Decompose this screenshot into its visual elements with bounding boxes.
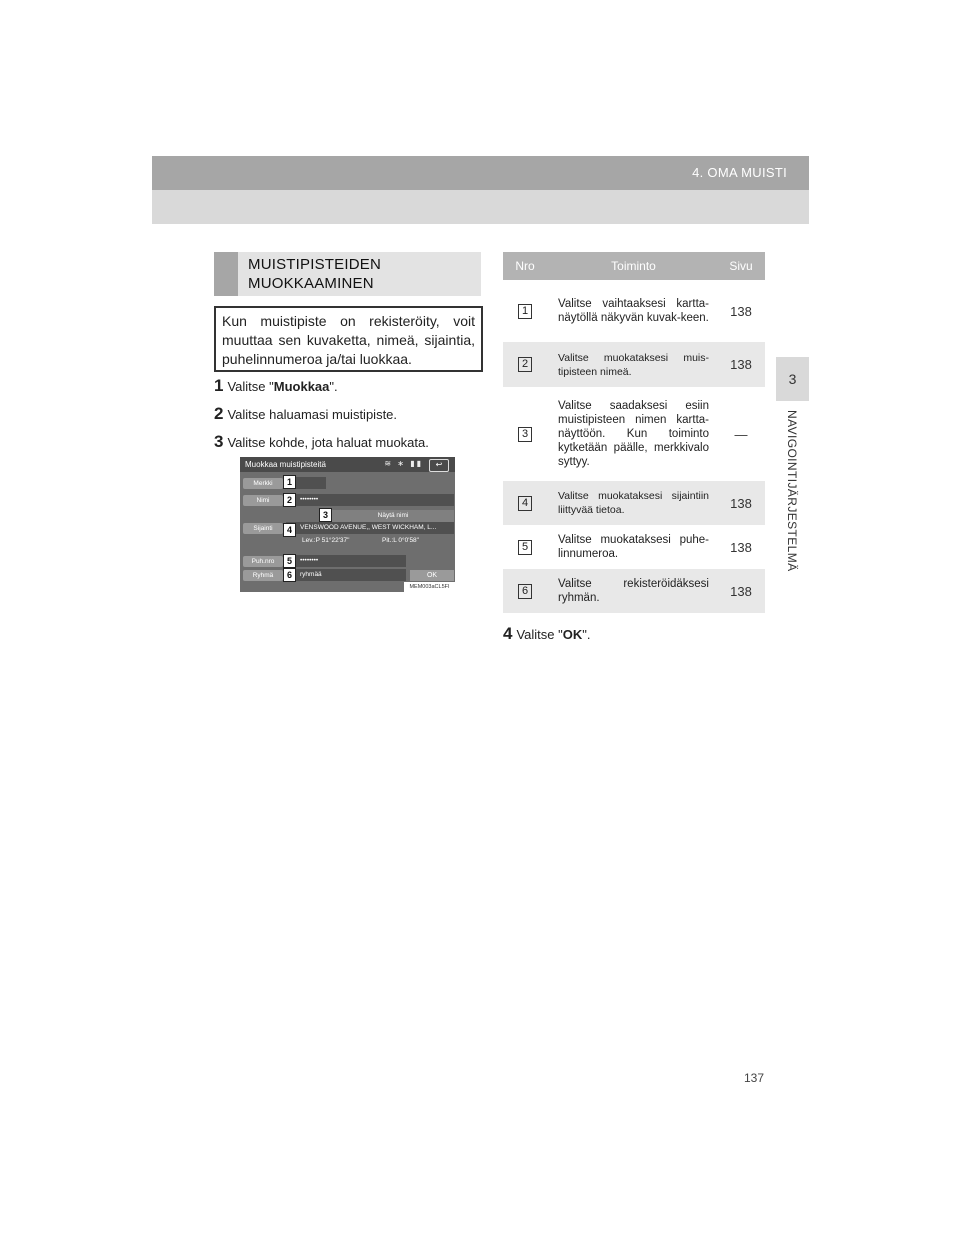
section-title-line2: MUOKKAAMINEN — [248, 275, 374, 292]
table-row — [503, 525, 765, 569]
step-number: 1 — [214, 376, 224, 395]
phone-field[interactable]: •••••••• — [286, 555, 406, 567]
row-page: 138 — [730, 303, 752, 319]
callout-6: 6 — [283, 568, 296, 582]
step-suffix: ". — [582, 627, 591, 642]
table-row — [503, 569, 765, 613]
header-subbar — [152, 190, 809, 224]
image-code: MEM003aCL5FI — [404, 582, 455, 592]
header-toiminto: Toiminto — [611, 259, 656, 273]
row-number: 4 — [518, 496, 532, 511]
step-text: Valitse " — [516, 627, 563, 642]
row-page: 138 — [730, 539, 752, 555]
screen-illustration — [240, 457, 455, 592]
group-field[interactable]: ryhmää — [286, 569, 406, 581]
screen-title: Muokkaa muistipisteitä — [245, 460, 326, 469]
section-title-line1: MUISTIPISTEIDEN — [248, 256, 382, 273]
row-page: 138 — [730, 495, 752, 511]
row-text: Valitse rekisteröidäksesi ryhmän. — [558, 578, 709, 604]
status-icons: ≋ ∗ ▮▮ — [384, 459, 423, 468]
header-bar — [152, 156, 809, 190]
step-text: Valitse " — [227, 379, 274, 394]
callout-1: 1 — [283, 475, 296, 489]
step-number: 3 — [214, 432, 224, 451]
nimi-button[interactable]: Nimi — [243, 495, 283, 506]
step-text: Valitse kohde, jota haluat muokata. — [227, 435, 429, 450]
sijainti-button[interactable]: Sijainti — [243, 523, 283, 534]
callout-4: 4 — [283, 523, 296, 537]
step-text: Valitse haluamasi muistipiste. — [227, 407, 398, 422]
side-label-text: NAVIGOINTIJÄRJESTELMÄ — [785, 410, 799, 572]
row-text: Valitse vaihtaaksesi kartta-näytöllä näkyvän kuvak-keen. — [558, 298, 709, 324]
step-1 — [214, 376, 338, 396]
back-icon[interactable]: ↩ — [429, 459, 449, 472]
row-number: 2 — [518, 357, 532, 372]
step-3 — [214, 432, 429, 452]
header-nro: Nro — [515, 259, 535, 273]
row-number: 3 — [518, 427, 532, 442]
puh-button[interactable]: Puh.nro — [243, 556, 283, 567]
callout-5: 5 — [283, 554, 296, 568]
ok-button[interactable]: OK — [410, 570, 454, 581]
row-page: — — [734, 426, 748, 442]
page-number: 137 — [744, 1071, 765, 1085]
section-title — [248, 255, 381, 293]
row-number: 1 — [518, 304, 532, 319]
header-sivu: Sivu — [729, 259, 753, 273]
step-bold: Muokkaa — [273, 379, 330, 394]
row-page: 138 — [730, 357, 752, 372]
step-2 — [214, 404, 397, 424]
table-row — [503, 280, 765, 342]
intro-text: Kun muistipiste on rekisteröity, voit muuttaa sen kuvaketta, nimeä, sijaintia, puhelinnumeroa ja/tai luokkaa. — [214, 306, 483, 372]
name-field[interactable]: •••••••• — [286, 494, 454, 506]
longitude: Pit.:L 0°0'58" — [382, 537, 419, 544]
table-row — [503, 481, 765, 525]
row-number: 6 — [518, 584, 532, 599]
step-bold: OK — [562, 627, 583, 642]
row-page: 138 — [730, 583, 752, 599]
row-text: Valitse muokataksesi puhe-linnumeroa. — [558, 534, 709, 560]
chapter-tab[interactable]: 3 — [776, 357, 809, 401]
latitude: Lev.:P 51°22'37" — [302, 537, 350, 544]
section-heading-bar — [214, 252, 238, 296]
row-number: 5 — [518, 540, 532, 555]
step-suffix: ". — [329, 379, 338, 394]
callout-2: 2 — [283, 493, 296, 507]
ryhma-button[interactable]: Ryhmä — [243, 570, 283, 581]
address-field[interactable]: VENSWOOD AVENUE,, WEST WICKHAM, L... — [286, 522, 454, 534]
merkki-button[interactable]: Merkki — [243, 478, 283, 489]
row-text: Valitse muokataksesi sijaintiin liittyvää tietoa. — [558, 490, 709, 516]
show-name-button[interactable]: Näytä nimi — [332, 510, 454, 522]
table-row — [503, 342, 765, 387]
table-row — [503, 387, 765, 481]
row-text: Valitse muokataksesi muis-tipisteen nimeä. — [558, 351, 709, 378]
callout-3: 3 — [319, 508, 332, 522]
step-number: 2 — [214, 404, 224, 423]
row-text: Valitse saadaksesi esiin muistipisteen nimen kartta-näyttöön. Kun toiminto kytketään päälle, merkkivalo syttyy. — [558, 400, 709, 468]
chapter-title: 4. OMA MUISTI — [692, 165, 787, 180]
step-4 — [503, 624, 590, 644]
chapter-side-label — [777, 410, 807, 650]
table-header — [503, 252, 765, 280]
step-number: 4 — [503, 624, 513, 643]
function-table — [503, 252, 765, 613]
